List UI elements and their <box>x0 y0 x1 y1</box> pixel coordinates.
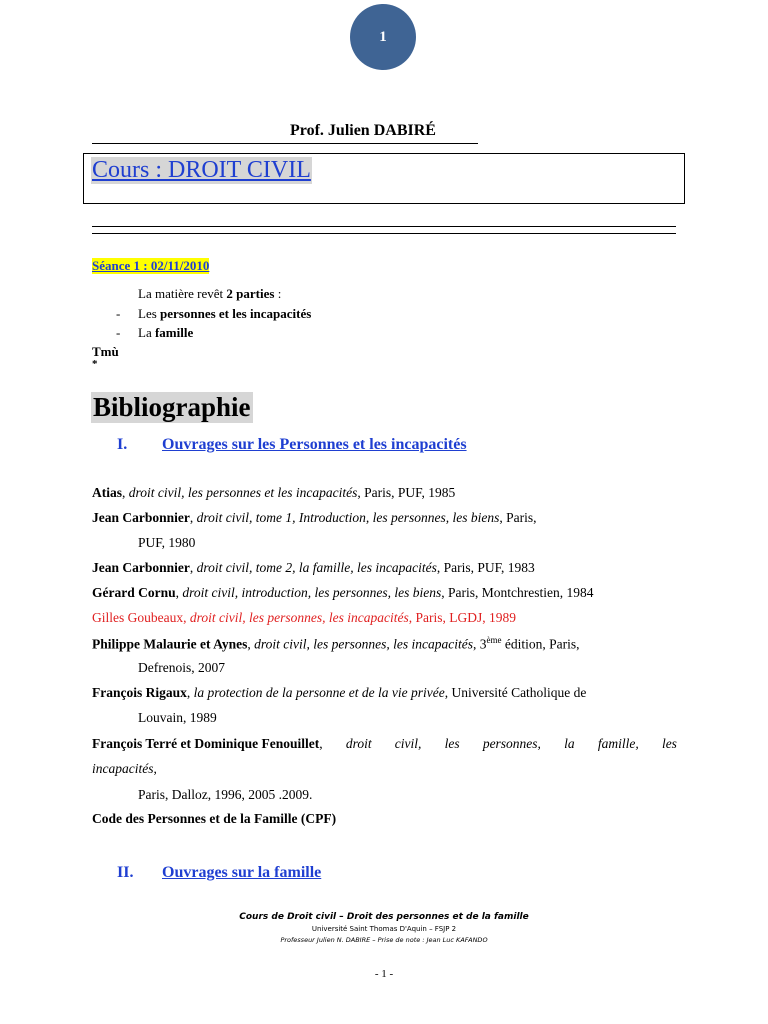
footer-page-number: - 1 - <box>374 968 394 980</box>
stray-text: * <box>92 358 98 370</box>
footer-university: Université Saint Thomas D'Aquin – FSJP 2 <box>311 925 457 933</box>
reference: Gilles Goubeaux, droit civil, les personnes, les incapacités, Paris, LGDJ, 1989 <box>92 610 516 625</box>
reference: François Terré et Dominique Fenouillet, droit civil, les personnes, la famille, les <box>92 736 677 751</box>
bullet: - <box>116 306 121 321</box>
part-item: Les personnes et les incapacités <box>138 306 312 321</box>
course-title: Cours : DROIT CIVIL <box>92 157 311 183</box>
reference: François Rigaux, la protection de la personne et de la vie privée, Université Catholique de <box>92 685 587 700</box>
page-number: 1 <box>379 28 387 45</box>
reference-continuation: Defrenois, 2007 <box>138 660 225 675</box>
reference-continuation: Louvain, 1989 <box>138 710 217 725</box>
section-title: Ouvrages sur la famille <box>162 864 322 881</box>
page-number-badge <box>350 4 416 70</box>
bullet: - <box>116 325 121 340</box>
reference: Code des Personnes et de la Famille (CPF) <box>92 811 337 826</box>
reference-continuation: PUF, 1980 <box>138 535 196 550</box>
reference: Gérard Cornu, droit civil, introduction, les personnes, les biens, Paris, Montchrestien, 1984 <box>92 585 594 600</box>
footer-course: Cours de Droit civil – Droit des personnes et de la famille <box>239 912 529 922</box>
divider <box>92 233 676 234</box>
bibliography-heading: Bibliographie <box>93 392 251 422</box>
section-number: I. <box>117 436 128 453</box>
section-title: Ouvrages sur les Personnes et les incapacités <box>162 436 467 453</box>
section-number: II. <box>117 864 134 881</box>
stray-text: Tmù <box>92 344 119 359</box>
reference-continuation: Paris, Dalloz, 1996, 2005 .2009. <box>138 787 313 802</box>
session-date: Séance 1 : 02/11/2010 <box>92 258 210 273</box>
reference-continuation: incapacités, <box>92 761 157 776</box>
part-item: La famille <box>138 325 194 340</box>
intro-line: La matière revêt 2 parties : <box>138 286 282 301</box>
reference: Atias, droit civil, les personnes et les incapacités, Paris, PUF, 1985 <box>92 485 456 500</box>
footer-professor: Professeur Julien N. DABIRE – Prise de note : Jean Luc KAFANDO <box>280 936 488 944</box>
reference: Jean Carbonnier, droit civil, tome 2, la famille, les incapacités, Paris, PUF, 1983 <box>92 560 535 575</box>
divider <box>92 226 676 227</box>
author: Prof. Julien DABIRÉ <box>290 122 436 139</box>
reference: Jean Carbonnier, droit civil, tome 1, Introduction, les personnes, les biens, Paris, <box>92 510 537 525</box>
reference: Philippe Malaurie et Aynes, droit civil, les personnes, les incapacités, 3ème édition, Paris, <box>92 635 580 652</box>
